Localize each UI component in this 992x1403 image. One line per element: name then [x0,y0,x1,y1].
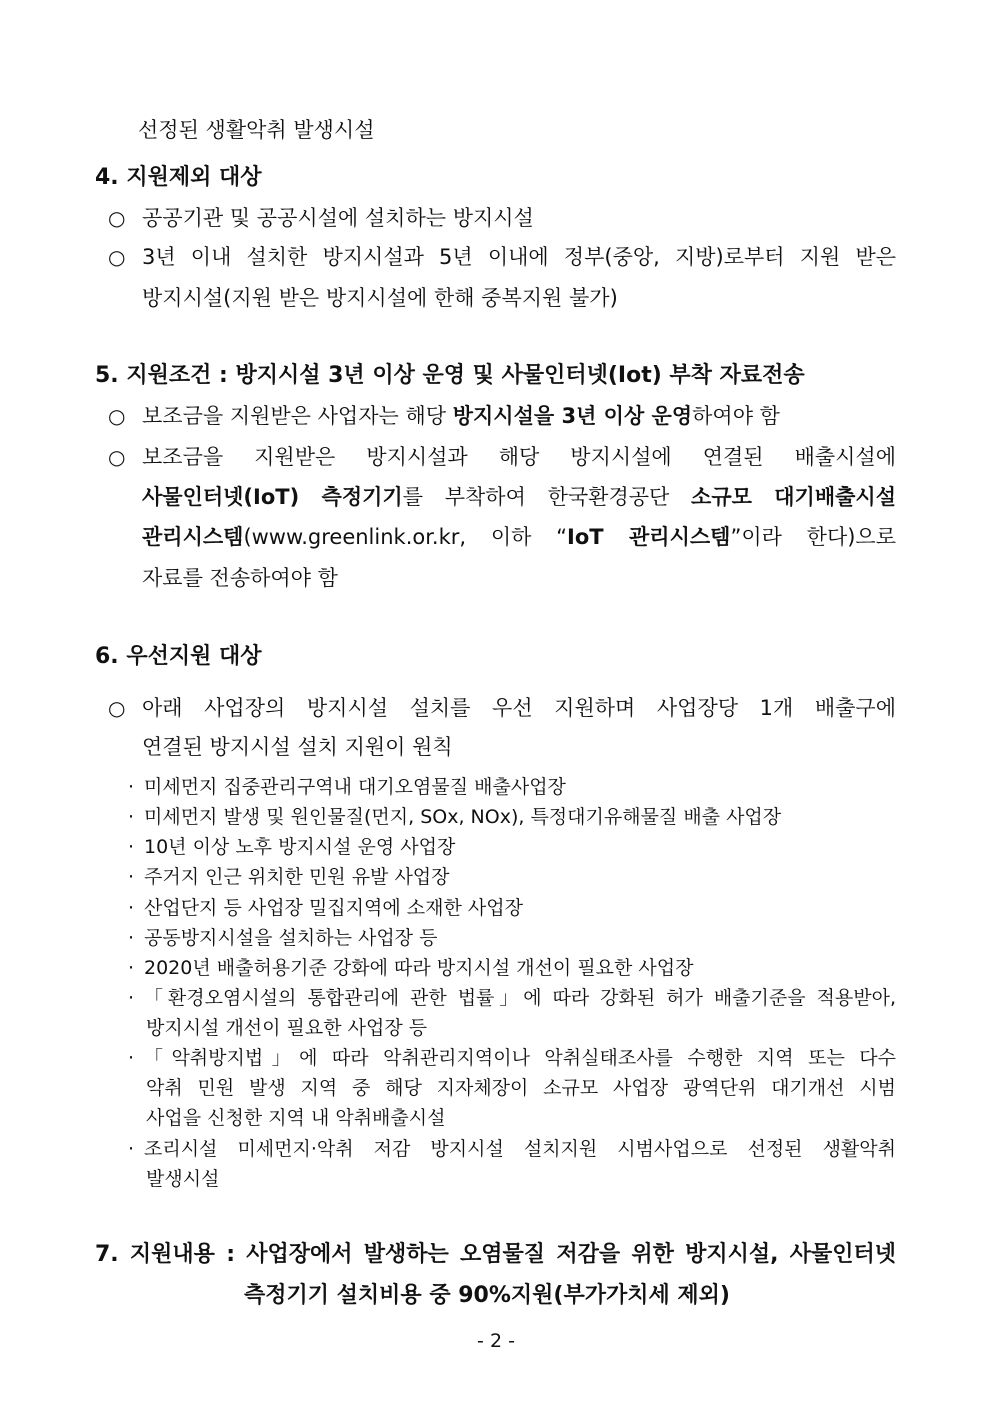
s5-b1-text-a: 보조금을 지원받은 사업자는 해당 [142,404,453,428]
s4-bullet-1: 공공기관 및 공공시설에 설치하는 방지시설 [142,206,534,230]
dot-bullet-icon: · [128,987,135,1009]
list-item-9-line-2: 악취 민원 발생 지역 중 해당 지자체장이 소규모 사업장 광역단위 대기개선 시범 [146,1077,896,1099]
s4-bullet-2-line-1: 3년 이내 설치한 방지시설과 5년 이내에 정부(중앙, 지방)로부터 지원 받은 [142,245,896,269]
s6-bullet-1-line-1: 아래 사업장의 방지시설 설치를 우선 지원하며 사업장당 1개 배출구에 [142,696,896,720]
s5-b2-bold-3: 관리시스템 [142,525,244,549]
s5-b1-text-c: 하여야 함 [692,404,780,428]
dot-bullet-icon: · [128,836,135,858]
s5-b2-bold-1: 사물인터넷(IoT) 측정기기 [142,485,403,509]
s5-b1-text-bold: 방지시설을 3년 이상 운영 [452,404,693,428]
s4-bullet-2-line-2: 방지시설(지원 받은 방지시설에 한해 중복지원 불가) [142,286,618,310]
section-7-heading-line-1: 7. 지원내용 : 사업장에서 발생하는 오염물질 저감을 위한 방지시설, 사물인터넷 [95,1242,896,1267]
list-item: 10년 이상 노후 방지시설 운영 사업장 [144,836,456,858]
list-item-10-line-2: 발생시설 [146,1168,220,1190]
circle-bullet-icon: ○ [108,696,126,720]
s5-b2-text-2: (www.greenlink.or.kr, 이하 “ [243,525,568,549]
circle-bullet-icon: ○ [108,404,126,428]
list-item-8-line-1: 「환경오염시설의 통합관리에 관한 법률」에 따라 강화된 허가 배출기준을 적용받아, [144,987,896,1009]
section-7-heading-line-2: 측정기기 설치비용 중 90%지원(부가가치세 제외) [244,1283,730,1308]
s5-bullet-2-line-3 [142,523,896,551]
s5-bullet-2-line-4: 자료를 전송하여야 함 [142,566,338,590]
dot-bullet-icon: · [128,806,135,828]
list-item-8-line-2: 방지시설 개선이 필요한 사업장 등 [146,1017,428,1039]
list-item: 산업단지 등 사업장 밀집지역에 소재한 사업장 [144,897,523,919]
list-item: 공동방지시설을 설치하는 사업장 등 [144,927,438,949]
circle-bullet-icon: ○ [108,245,126,269]
dot-bullet-icon: · [128,1047,135,1069]
s5-bullet-2-line-1: 보조금을 지원받은 방지시설과 해당 방지시설에 연결된 배출시설에 [142,445,896,469]
dot-bullet-icon: · [128,1138,135,1160]
s5-b2-bold-2: 소규모 대기배출시설 [691,485,896,509]
list-item-9-line-3: 사업을 신청한 지역 내 악취배출시설 [146,1107,446,1129]
s5-b2-text-3: ”이라 한다)으로 [730,525,897,549]
list-item-10-line-1: 조리시설 미세먼지·악취 저감 방지시설 설치지원 시범사업으로 선정된 생활악취 [144,1138,896,1160]
section-6-heading: 6. 우선지원 대상 [95,644,262,669]
list-item: 2020년 배출허용기준 강화에 따라 방지시설 개선이 필요한 사업장 [144,957,694,979]
dot-bullet-icon: · [128,866,135,888]
dot-bullet-icon: · [128,927,135,949]
s5-b2-text-1: 를 부착하여 한국환경공단 [402,485,692,509]
page-number: - 2 - [477,1330,515,1352]
s5-bullet-1 [142,402,780,430]
list-item-9-line-1: 「악취방지법」에 따라 악취관리지역이나 악취실태조사를 수행한 지역 또는 다수 [144,1047,896,1069]
s5-bullet-2-line-2 [142,483,896,511]
dot-bullet-icon: · [128,957,135,979]
intro-line: 선정된 생활악취 발생시설 [138,118,375,142]
dot-bullet-icon: · [128,897,135,919]
list-item: 미세먼지 발생 및 원인물질(먼지, SOx, NOx), 특정대기유해물질 배출 사업장 [144,806,782,828]
s6-bullet-1-line-2: 연결된 방지시설 설치 지원이 원칙 [142,735,453,759]
circle-bullet-icon: ○ [108,445,126,469]
dot-bullet-icon: · [128,776,135,798]
circle-bullet-icon: ○ [108,206,126,230]
section-5-heading: 5. 지원조건 : 방지시설 3년 이상 운영 및 사물인터넷(Iot) 부착 자료전송 [95,363,805,388]
section-4-heading: 4. 지원제외 대상 [95,165,262,190]
list-item: 주거지 인근 위치한 민원 유발 사업장 [144,866,450,888]
list-item: 미세먼지 집중관리구역내 대기오염물질 배출사업장 [144,776,566,798]
s5-b2-bold-4: IoT 관리시스템 [567,525,731,549]
